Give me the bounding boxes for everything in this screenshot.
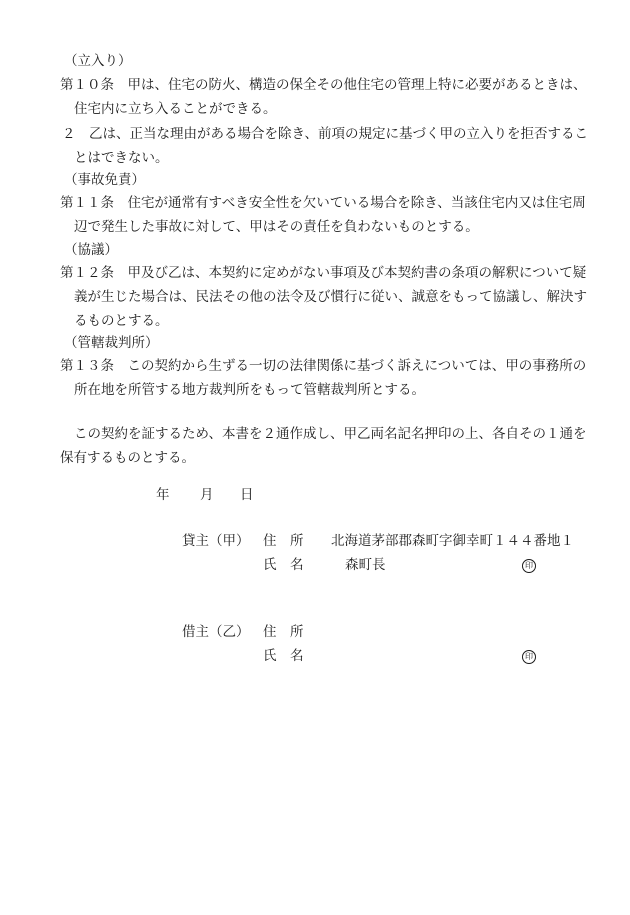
article-12-line-3: るものとする。 [74, 313, 169, 329]
article-12-line-1: 第１２条 甲及び乙は、本契約に定めがない事項及び本契約書の条項の解釈について疑 [60, 265, 587, 281]
article-11-line-1: 第１１条 住宅が通常有すべき安全性を欠いている場合を除き、当該住宅内又は住宅周 [60, 195, 586, 211]
lessee-address-label: 住 所 [263, 624, 304, 640]
lessor-seal-mark: 印 [522, 559, 536, 573]
lessee-seal-mark: 印 [522, 650, 536, 664]
date-day: 日 [240, 487, 254, 503]
article-10-para-2-line-1: ２ 乙は、正当な理由がある場合を除き、前項の規定に基づく甲の立入りを拒否するこ [62, 126, 588, 142]
article-13-line-1: 第１３条 この契約から生ずる一切の法律関係に基づく訴えについては、甲の事務所の [60, 358, 587, 374]
lessor-role: 貸主（甲） [182, 533, 250, 549]
article-10-line-2: 住宅内に立ち入ることができる。 [74, 101, 277, 117]
lessor-address-value: 北海道茅部郡森町字御幸町１４４番地１ [331, 533, 574, 549]
closing-line-1: この契約を証するため、本書を２通作成し、甲乙両名記名押印の上、各自その１通を [74, 426, 587, 442]
lessee-role: 借主（乙） [182, 624, 250, 640]
closing-line-2: 保有するものとする。 [60, 450, 195, 466]
article-13-line-2: 所在地を所管する地方裁判所をもって管轄裁判所とする。 [74, 382, 425, 398]
date-month: 月 [200, 487, 214, 503]
article-10-para-2-line-2: とはできない。 [74, 150, 169, 166]
article-12-line-2: 義が生じた場合は、民法その他の法令及び慣行に従い、誠意をもって協議し、解決す [74, 289, 587, 305]
lessor-address-label: 住 所 [263, 533, 304, 549]
article-10-heading: （立入り） [64, 53, 132, 69]
article-13-heading: （管轄裁判所） [64, 335, 159, 351]
article-11-line-2: 辺で発生した事故に対して、甲はその責任を負わないものとする。 [74, 219, 479, 235]
lessor-name-label: 氏 名 [263, 557, 304, 573]
lessor-name-value: 森町長 [345, 557, 386, 573]
article-11-heading: （事故免責） [64, 172, 145, 188]
article-12-heading: （協議） [64, 242, 118, 258]
article-10-line-1: 第１０条 甲は、住宅の防火、構造の保全その他住宅の管理上特に必要があるときは、 [60, 77, 587, 93]
date-year: 年 [156, 487, 170, 503]
lessee-name-label: 氏 名 [263, 648, 304, 664]
